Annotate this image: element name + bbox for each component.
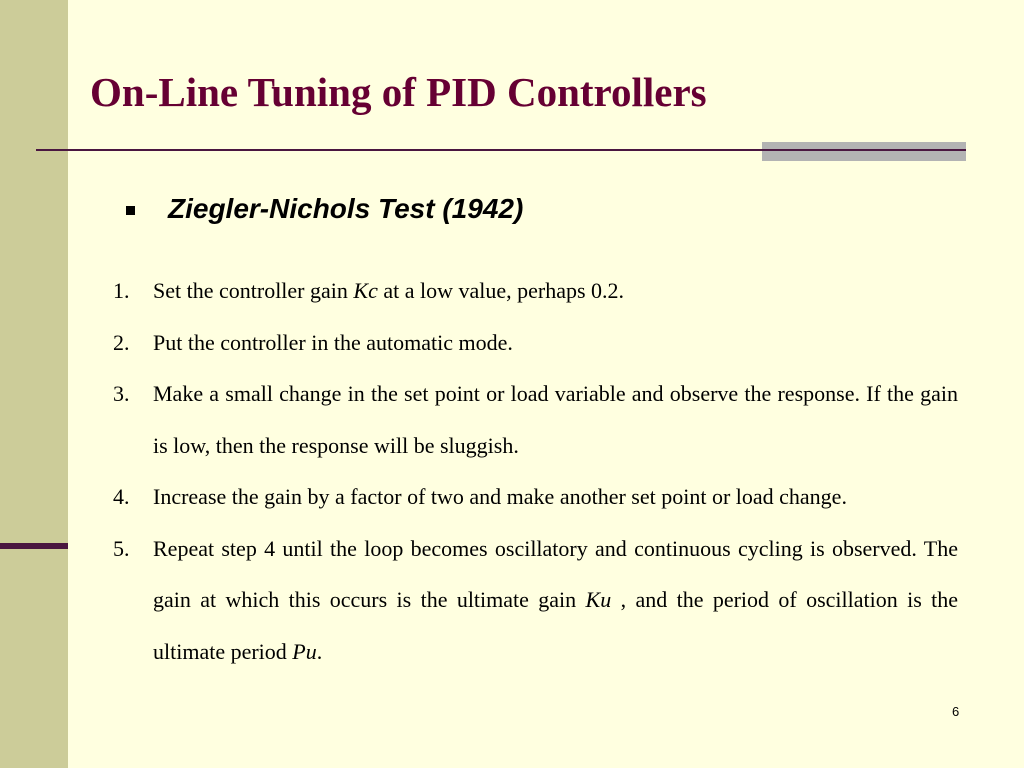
step-item	[108, 265, 958, 317]
step-number: 5.	[113, 535, 130, 561]
step-text-segment: Put the controller in the automatic mode.	[153, 329, 513, 355]
step-item	[108, 317, 958, 369]
step-text	[153, 484, 847, 509]
italic-term: Pu	[292, 638, 317, 664]
step-item	[108, 523, 958, 678]
step-number: 4.	[113, 484, 130, 509]
step-item	[108, 368, 958, 471]
italic-term: Ku	[585, 587, 612, 612]
step-text-segment: Increase the gain by a factor of two and make another set point or load change.	[153, 484, 847, 509]
slide-title: On-Line Tuning of PID Controllers	[90, 69, 707, 115]
step-item	[108, 471, 958, 523]
step-text-segment: Make a small change in the set point or load variable and observe the response. If the gain is low, then the response will be sluggish.	[153, 381, 958, 458]
side-band	[0, 0, 68, 768]
step-text-segment: at a low value, perhaps 0.2.	[377, 278, 625, 303]
step-text-segment: Repeat step 4 until the loop becomes oscillatory and continuous cycling is observed. The gain at which this occurs is the ultimate gain	[153, 535, 958, 612]
italic-term: Kc	[353, 278, 378, 303]
step-text	[153, 381, 958, 458]
step-number: 3.	[113, 381, 130, 406]
title-rule-gray-block	[762, 142, 966, 161]
step-text	[153, 278, 624, 303]
step-text-segment: Set the controller gain	[153, 278, 354, 303]
step-text-segment: .	[316, 638, 323, 664]
subheading: Ziegler-Nichols Test (1942)	[168, 193, 524, 224]
step-text-segment: , and the period of oscillation is the ultimate period	[153, 587, 959, 664]
step-number: 1.	[113, 278, 130, 303]
page-number: 6	[952, 704, 960, 719]
step-text	[153, 536, 958, 664]
steps-list	[108, 265, 958, 677]
side-accent-bar	[0, 543, 68, 549]
title-rule-tail	[762, 149, 966, 151]
step-number: 2.	[113, 329, 130, 355]
square-bullet-icon	[126, 206, 135, 215]
step-text	[153, 330, 513, 355]
title-rule	[36, 149, 764, 151]
